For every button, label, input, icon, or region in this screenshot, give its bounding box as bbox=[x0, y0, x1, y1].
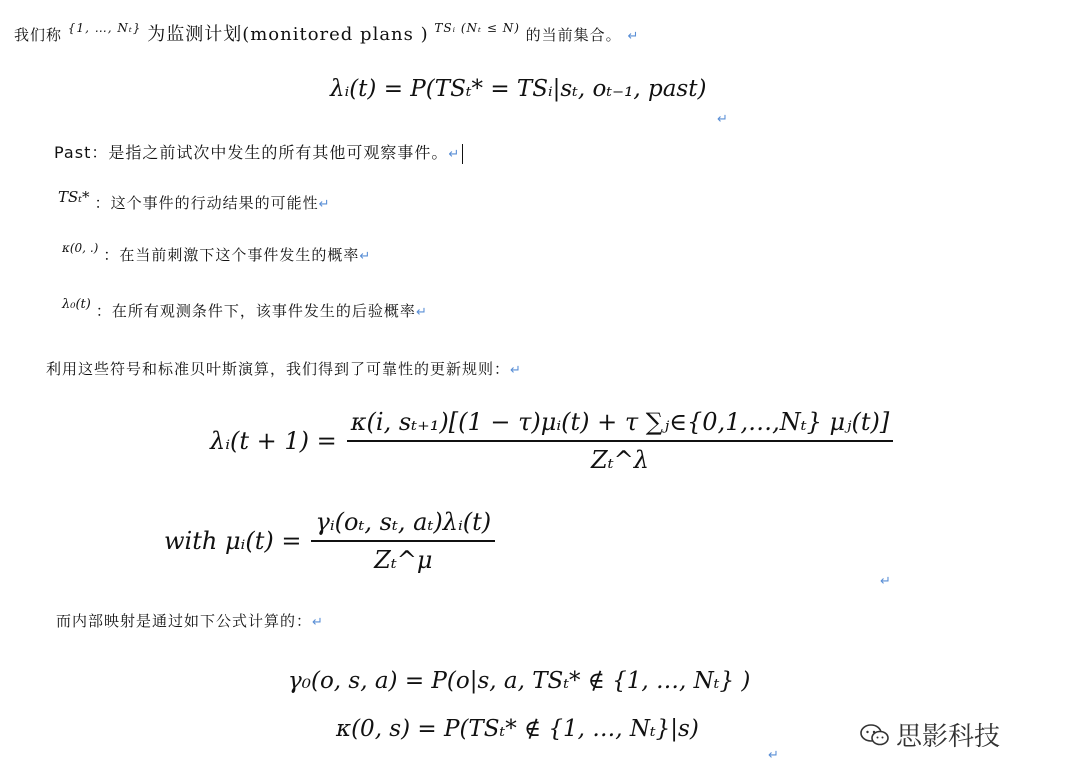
mu-numerator: γᵢ(oₜ, sₜ, aₜ)λᵢ(t) bbox=[311, 508, 495, 542]
formula-mu bbox=[164, 508, 495, 574]
mapping-intro-text: 而内部映射是通过如下公式计算的： bbox=[56, 612, 313, 630]
update-lhs: λᵢ(t + 1) = bbox=[210, 427, 337, 455]
text-cursor bbox=[462, 144, 463, 164]
ts-expression: TSᵢ (Nₜ ≤ N) bbox=[434, 21, 520, 35]
paragraph-mark: ↵ bbox=[318, 197, 330, 212]
formula-gamma0: γ₀(o, s, a) = P(o|s, a, TSₜ* ∉ {1, …, Nₜ} ) bbox=[288, 668, 751, 694]
past-text: Past：是指之前试次中发生的所有其他可观察事件。 bbox=[54, 143, 449, 162]
update-numerator: κ(i, sₜ₊₁)[(1 − τ)μᵢ(t) + τ ∑ⱼ∈{0,1,…,Nₜ} μⱼ(t)] bbox=[347, 408, 893, 442]
paragraph-mark: ↵ bbox=[880, 574, 891, 589]
mu-fraction bbox=[311, 508, 495, 574]
formula-lambda-definition: λᵢ(t) = P(TSₜ* = TSᵢ|sₜ, oₜ₋₁, past) bbox=[330, 76, 707, 102]
paragraph-mark: ↵ bbox=[415, 305, 427, 320]
kappa-description: ：在当前刺激下这个事件发生的概率 bbox=[103, 246, 360, 264]
definition-ts bbox=[58, 188, 330, 213]
intro-prefix: 我们称 bbox=[14, 26, 63, 44]
intro-middle: 为监测计划(monitored plans ) bbox=[147, 24, 429, 45]
paragraph-mark: ↵ bbox=[448, 147, 461, 162]
ts-symbol: TSₜ* bbox=[58, 188, 90, 206]
paragraph-mark: ↵ bbox=[312, 615, 324, 630]
mu-denominator: Zₜ^μ bbox=[374, 546, 433, 574]
definition-kappa bbox=[62, 241, 371, 265]
formula-kappa0: κ(0, s) = P(TSₜ* ∉ {1, …, Nₜ}|s) bbox=[336, 716, 699, 742]
lambda0-symbol: λ₀(t) bbox=[62, 297, 91, 312]
paragraph-mark: ↵ bbox=[510, 363, 522, 378]
update-rule-intro bbox=[46, 358, 522, 379]
lambda0-description: ：在所有观测条件下，该事件发生的后验概率 bbox=[95, 302, 416, 320]
intro-line bbox=[14, 20, 639, 46]
paragraph-mark: ↵ bbox=[359, 249, 371, 264]
intro-suffix: 的当前集合。 bbox=[525, 26, 622, 44]
update-fraction bbox=[347, 408, 893, 474]
paragraph-mark: ↵ bbox=[627, 29, 640, 44]
mu-lhs: with μᵢ(t) = bbox=[164, 527, 302, 555]
set-expression: {1, …, Nₜ} bbox=[67, 21, 142, 35]
update-intro-text: 利用这些符号和标准贝叶斯演算，我们得到了可靠性的更新规则： bbox=[46, 360, 511, 378]
watermark-text: 思影科技 bbox=[896, 722, 1001, 752]
kappa-symbol: κ(0, .) bbox=[62, 241, 99, 255]
past-definition bbox=[54, 140, 463, 164]
ts-description: ：这个事件的行动结果的可能性 bbox=[94, 194, 319, 212]
paragraph-mark: ↵ bbox=[717, 112, 728, 127]
paragraph-mark: ↵ bbox=[768, 748, 779, 763]
definition-lambda0 bbox=[62, 297, 427, 321]
wechat-icon bbox=[860, 724, 890, 746]
formula-update-rule bbox=[210, 408, 893, 474]
mapping-intro bbox=[56, 610, 324, 631]
update-denominator: Zₜ^λ bbox=[591, 446, 649, 474]
watermark bbox=[860, 716, 1000, 753]
